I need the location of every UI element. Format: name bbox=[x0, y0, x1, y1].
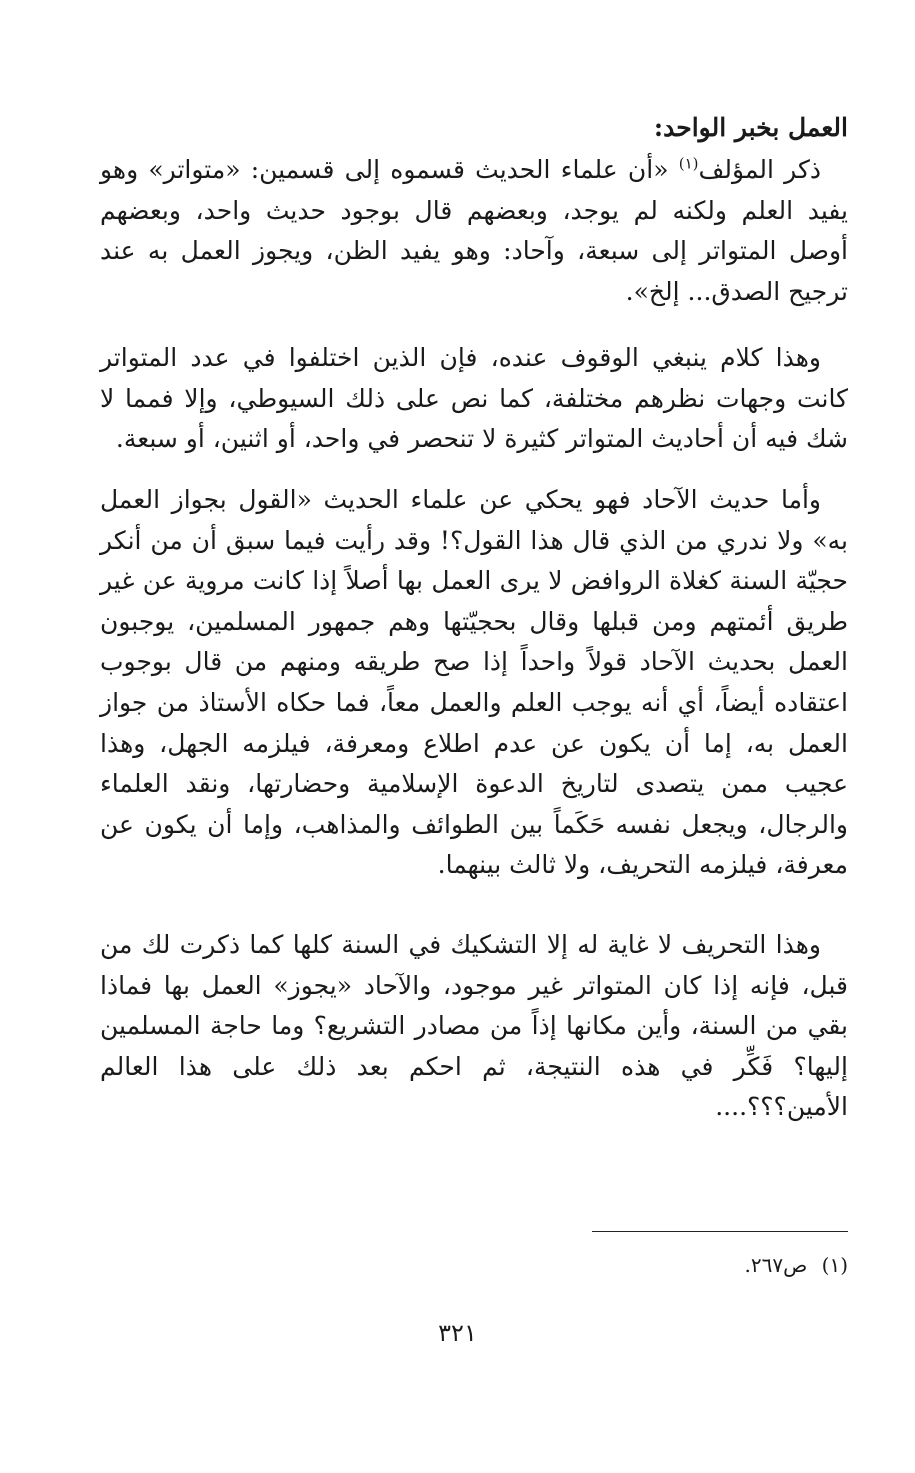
footnote-reference: (١) bbox=[678, 154, 699, 173]
paragraph-4-text: وهذا التحريف لا غاية له إلا التشكيك في السنة كلها كما ذكرت لك من قبل، فإنه إذا كان المتواتر غير موجود، والآحاد «يجوز» العمل بها فماذا بقي من السنة، وأين مكانها إذاً من مصادر التشريع؟ وما حاجة المسلمين إليها؟ فَكِّر في هذه النتيجة، ثم احكم بعد ذلك على هذا العالم الأمين؟؟؟.... bbox=[100, 930, 848, 1122]
paragraph-1-start: ذكر المؤلف bbox=[698, 155, 821, 184]
footnote-marker: (١) bbox=[821, 1253, 848, 1277]
page-number: ٣٢١ bbox=[438, 1319, 477, 1347]
footnote-text: ص٢٦٧. bbox=[744, 1253, 808, 1277]
paragraph-3-text: وأما حديث الآحاد فهو يحكي عن علماء الحديث «القول بجواز العمل به» ولا ندري من الذي قال هذا القول؟! وقد رأيت فيما سبق أن من أنكر حجيّة السنة كغلاة الروافض لا يرى العمل بها أصلاً إذا كانت مروية عن غير طريق أئمتهم ومن قبلها وقال بحجيّتها وهم جمهور المسلمين، يوجبون العمل بحديث الآحاد قولاً واحداً إذا صح طريقه ومنهم من قال بوجوب اعتقاده أيضاً، أي أنه يوجب العلم والعمل معاً، فما حكاه الأستاذ من جواز العمل به، إما أن يكون عن عدم اطلاع ومعرفة، فيلزمه الجهل، وهذا عجيب ممن يتصدى لتاريخ الدعوة الإسلامية وحضارتها، ونقد العلماء والرجال، ويجعل نفسه حَكَماً بين الطوائف والمذاهب، وإما أن يكون عن معرفة، فيلزمه التحريف، ولا ثالث بينهما. bbox=[100, 485, 848, 880]
paragraph-1 bbox=[100, 150, 848, 312]
paragraph-2-text: وهذا كلام ينبغي الوقوف عنده، فإن الذين اختلفوا في عدد المتواتر كانت وجهات نظرهم مختلفة، كما نص على ذلك السيوطي، وإلا فمما لا شك فيه أن أحاديث المتواتر كثيرة لا تنحصر في واحد، أو اثنين، أو سبعة. bbox=[100, 343, 848, 454]
paragraph-3 bbox=[100, 480, 848, 886]
paragraph-1-text bbox=[100, 150, 848, 312]
section-heading: العمل بخبر الواحد: bbox=[653, 113, 848, 142]
paragraph-1-rest: «أن علماء الحديث قسموه إلى قسمين: «متواتر» وهو يفيد العلم ولكنه لم يوجد، وبعضهم قال بوجود حديث واحد، وبعضهم أوصل المتواتر إلى سبعة، وآحاد: وهو يفيد الظن، ويجوز العمل به عند ترجيح الصدق... إلخ». bbox=[100, 155, 848, 306]
footnote-divider bbox=[592, 1231, 848, 1232]
paragraph-2 bbox=[100, 338, 848, 460]
paragraph-4 bbox=[100, 925, 848, 1128]
footnote bbox=[744, 1250, 848, 1280]
